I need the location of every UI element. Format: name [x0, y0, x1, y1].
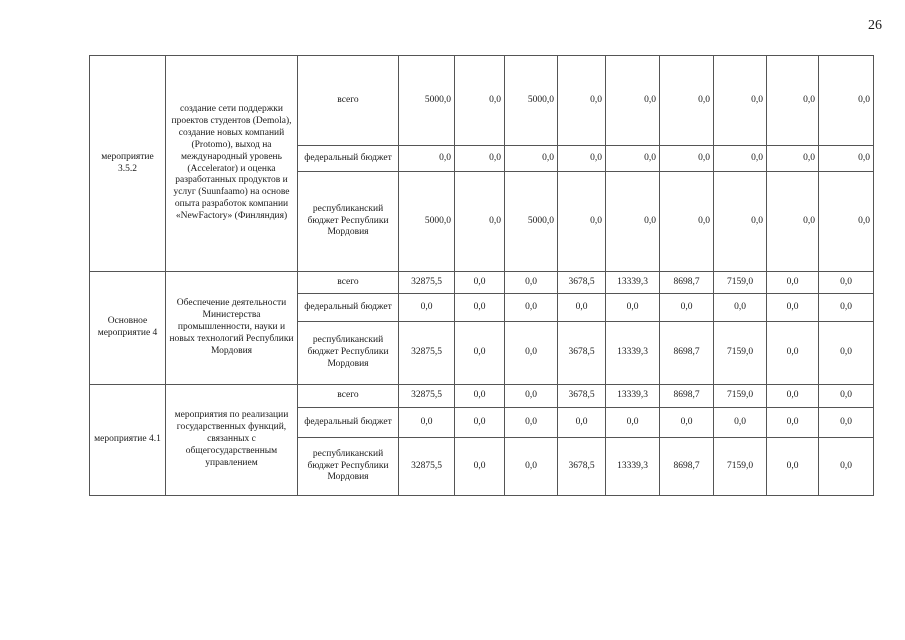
amount-cell: 0,0 — [455, 385, 505, 408]
activity-description: мероприятия по реализации государственных функций, связанных с общегосударственным управлением — [166, 385, 298, 496]
amount-cell: 5000,0 — [399, 56, 455, 146]
amount-cell: 7159,0 — [714, 385, 767, 408]
amount-cell: 0,0 — [606, 56, 660, 146]
amount-cell: 3678,5 — [558, 385, 606, 408]
amount-cell: 8698,7 — [660, 385, 714, 408]
funding-source: всего — [298, 385, 399, 408]
amount-cell: 0,0 — [714, 56, 767, 146]
amount-cell: 3678,5 — [558, 272, 606, 294]
funding-source: республиканский бюджет Республики Мордовия — [298, 172, 399, 272]
amount-cell: 0,0 — [714, 172, 767, 272]
amount-cell: 0,0 — [767, 385, 819, 408]
amount-cell: 13339,3 — [606, 272, 660, 294]
amount-cell: 0,0 — [455, 146, 505, 172]
amount-cell: 0,0 — [455, 172, 505, 272]
amount-cell: 0,0 — [660, 56, 714, 146]
funding-source: федеральный бюджет — [298, 294, 399, 322]
amount-cell: 0,0 — [399, 146, 455, 172]
amount-cell: 0,0 — [399, 294, 455, 322]
amount-cell: 7159,0 — [714, 272, 767, 294]
amount-cell: 7159,0 — [714, 322, 767, 385]
amount-cell: 0,0 — [455, 322, 505, 385]
amount-cell: 5000,0 — [399, 172, 455, 272]
amount-cell: 32875,5 — [399, 322, 455, 385]
amount-cell: 0,0 — [660, 172, 714, 272]
amount-cell: 0,0 — [505, 408, 558, 438]
funding-source: всего — [298, 272, 399, 294]
activity-description: создание сети поддержки проектов студентов (Demola), создание новых компаний (Protomo), выход на международный уровень (Accelerator) и оценка разработанных продуктов и услуг (Suunfaamo) на основе опыта разработок компании «NewFactory» (Финляндия) — [166, 56, 298, 272]
amount-cell: 0,0 — [558, 408, 606, 438]
amount-cell: 5000,0 — [505, 56, 558, 146]
amount-cell: 8698,7 — [660, 322, 714, 385]
amount-cell: 13339,3 — [606, 385, 660, 408]
amount-cell: 0,0 — [819, 322, 874, 385]
amount-cell: 32875,5 — [399, 438, 455, 496]
amount-cell: 0,0 — [819, 172, 874, 272]
amount-cell: 0,0 — [455, 438, 505, 496]
amount-cell: 8698,7 — [660, 438, 714, 496]
amount-cell: 0,0 — [819, 438, 874, 496]
amount-cell: 0,0 — [767, 56, 819, 146]
amount-cell: 0,0 — [819, 385, 874, 408]
amount-cell: 0,0 — [819, 294, 874, 322]
amount-cell: 0,0 — [767, 322, 819, 385]
amount-cell: 0,0 — [767, 438, 819, 496]
amount-cell: 0,0 — [606, 294, 660, 322]
amount-cell: 7159,0 — [714, 438, 767, 496]
amount-cell: 0,0 — [767, 146, 819, 172]
activity-name: мероприятие 4.1 — [90, 385, 166, 496]
amount-cell: 0,0 — [505, 438, 558, 496]
amount-cell: 0,0 — [455, 56, 505, 146]
amount-cell: 13339,3 — [606, 322, 660, 385]
amount-cell: 0,0 — [606, 146, 660, 172]
activity-name: мероприятие 3.5.2 — [90, 56, 166, 272]
amount-cell: 0,0 — [819, 408, 874, 438]
amount-cell: 0,0 — [819, 146, 874, 172]
funding-source: федеральный бюджет — [298, 408, 399, 438]
funding-source: республиканский бюджет Республики Мордовия — [298, 438, 399, 496]
amount-cell: 0,0 — [558, 56, 606, 146]
amount-cell: 0,0 — [714, 408, 767, 438]
amount-cell: 0,0 — [455, 408, 505, 438]
amount-cell: 0,0 — [660, 146, 714, 172]
amount-cell: 0,0 — [767, 272, 819, 294]
amount-cell: 13339,3 — [606, 438, 660, 496]
amount-cell: 32875,5 — [399, 385, 455, 408]
amount-cell: 0,0 — [505, 146, 558, 172]
amount-cell: 32875,5 — [399, 272, 455, 294]
amount-cell: 0,0 — [505, 385, 558, 408]
amount-cell: 0,0 — [714, 146, 767, 172]
amount-cell: 0,0 — [767, 408, 819, 438]
amount-cell: 3678,5 — [558, 438, 606, 496]
funding-source: федеральный бюджет — [298, 146, 399, 172]
amount-cell: 8698,7 — [660, 272, 714, 294]
amount-cell: 0,0 — [455, 294, 505, 322]
amount-cell: 0,0 — [399, 408, 455, 438]
amount-cell: 0,0 — [455, 272, 505, 294]
table-row — [90, 385, 874, 408]
table-row — [90, 56, 874, 146]
activity-description: Обеспечение деятельности Министерства промышленности, науки и новых технологий Республики Мордовия — [166, 272, 298, 385]
funding-source: всего — [298, 56, 399, 146]
amount-cell: 3678,5 — [558, 322, 606, 385]
amount-cell: 0,0 — [767, 172, 819, 272]
budget-table — [89, 55, 874, 496]
amount-cell: 0,0 — [767, 294, 819, 322]
funding-source: республиканский бюджет Республики Мордовия — [298, 322, 399, 385]
table-row — [90, 272, 874, 294]
amount-cell: 0,0 — [819, 272, 874, 294]
amount-cell: 0,0 — [505, 294, 558, 322]
page-number: 26 — [868, 18, 882, 33]
amount-cell: 0,0 — [660, 408, 714, 438]
amount-cell: 0,0 — [606, 408, 660, 438]
amount-cell: 0,0 — [819, 56, 874, 146]
amount-cell: 0,0 — [505, 272, 558, 294]
amount-cell: 0,0 — [505, 322, 558, 385]
amount-cell: 5000,0 — [505, 172, 558, 272]
amount-cell: 0,0 — [660, 294, 714, 322]
amount-cell: 0,0 — [714, 294, 767, 322]
amount-cell: 0,0 — [558, 172, 606, 272]
amount-cell: 0,0 — [606, 172, 660, 272]
activity-name: Основное мероприятие 4 — [90, 272, 166, 385]
amount-cell: 0,0 — [558, 294, 606, 322]
amount-cell: 0,0 — [558, 146, 606, 172]
